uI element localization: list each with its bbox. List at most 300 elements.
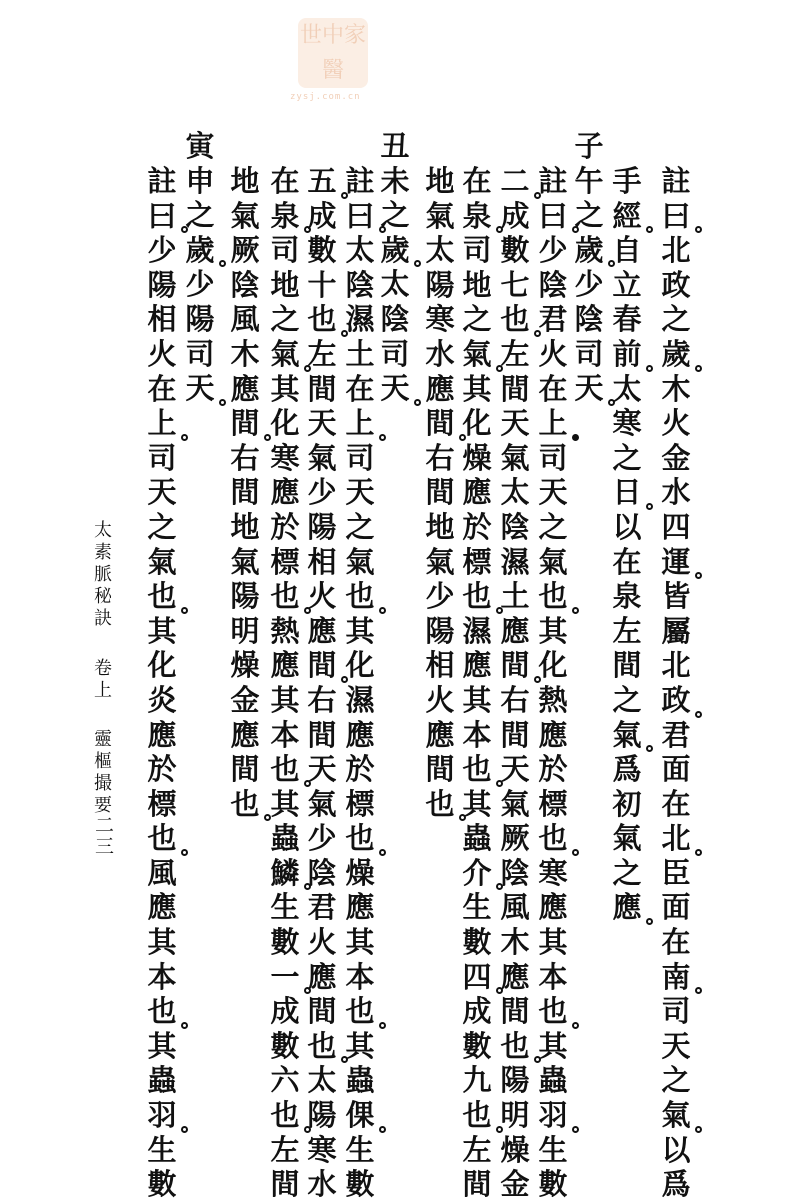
character: 少: [185, 267, 215, 302]
character: 少: [425, 579, 455, 614]
text-column-7: [423, 164, 457, 821]
character: 天: [500, 752, 530, 787]
character: 曰: [659, 199, 693, 234]
character: 也: [305, 302, 339, 337]
character: 氣: [460, 337, 494, 372]
character: 其: [462, 371, 492, 406]
punctuation-mark: [646, 365, 653, 372]
character: 蟲: [147, 1063, 177, 1098]
character: 北: [661, 648, 691, 683]
text-column-14: [145, 164, 179, 1202]
character: 在: [270, 164, 300, 198]
punctuation-mark: [534, 330, 541, 337]
character: 生: [462, 890, 492, 925]
section-heading-yin-shen: [183, 129, 217, 406]
character: 其: [270, 682, 300, 717]
character: 濕: [345, 682, 375, 717]
character: 右: [307, 682, 337, 717]
character: 本: [270, 717, 300, 752]
character: 五: [305, 164, 339, 199]
character: 成: [270, 994, 300, 1029]
character: 水: [425, 336, 455, 371]
character: 濕: [500, 544, 530, 579]
punctuation-mark: [646, 745, 653, 752]
character: 少: [307, 821, 337, 856]
character: 氣: [345, 544, 375, 579]
punctuation-mark: [379, 1126, 386, 1133]
character: 應: [538, 890, 568, 925]
character: 少: [538, 233, 568, 268]
punctuation-mark: [534, 676, 541, 683]
character: 間: [500, 994, 530, 1029]
punctuation-mark: [496, 607, 503, 614]
punctuation-mark: [572, 849, 579, 856]
character: 間: [500, 371, 530, 406]
punctuation-mark: [341, 330, 348, 337]
character: 註: [661, 164, 691, 198]
character: 司: [661, 994, 691, 1029]
character: 成: [307, 198, 337, 233]
character: 南: [659, 960, 693, 995]
punctuation-mark: [534, 192, 541, 199]
character: 君: [538, 302, 568, 337]
character: 於: [270, 509, 300, 544]
character: 寒: [270, 440, 300, 475]
character: 右: [425, 440, 455, 475]
page-number: 二三: [92, 815, 114, 857]
character: 數: [270, 1028, 300, 1063]
punctuation-mark: [181, 1126, 188, 1133]
character: 氣: [425, 198, 455, 233]
character: 應: [230, 371, 260, 406]
character: 屬: [661, 613, 691, 648]
text-column-2: [610, 164, 644, 925]
character: 化: [345, 648, 375, 683]
punctuation-mark: [572, 434, 579, 441]
character: 土: [500, 579, 530, 614]
character: 氣: [500, 440, 530, 475]
character: 少: [574, 267, 604, 302]
character: 間: [307, 717, 337, 752]
character: 寒: [538, 855, 568, 890]
character: 臣: [661, 855, 691, 890]
punctuation-mark: [608, 399, 615, 406]
character: 化: [147, 648, 177, 683]
punctuation-mark: [572, 1126, 579, 1133]
punctuation-mark: [414, 399, 421, 406]
character: 前: [610, 337, 644, 372]
character: 地: [230, 509, 260, 544]
punctuation-mark: [496, 780, 503, 787]
text-column-10: [305, 164, 339, 1202]
character: 歲: [572, 233, 606, 268]
character: 太: [307, 1063, 337, 1098]
character: 之: [270, 302, 300, 337]
character: 之: [661, 302, 691, 337]
character: 地: [462, 267, 492, 302]
character: 本: [538, 959, 568, 994]
character: 午: [574, 163, 604, 198]
punctuation-mark: [264, 434, 271, 441]
character: 丑: [380, 129, 410, 163]
character: 數: [307, 233, 337, 268]
character: 右: [230, 440, 260, 475]
character: 其: [147, 925, 177, 960]
character: 太: [345, 233, 375, 268]
character: 也: [460, 752, 494, 787]
character: 左: [270, 1132, 300, 1167]
character: 四: [661, 509, 691, 544]
character: 氣: [268, 337, 302, 372]
punctuation-mark: [181, 849, 188, 856]
character: 政: [661, 267, 691, 302]
character: 君: [661, 717, 691, 752]
character: 其: [538, 613, 568, 648]
character: 之: [462, 302, 492, 337]
character: 蟲: [345, 1063, 375, 1098]
character: 之: [612, 682, 642, 717]
character: 熱: [270, 613, 300, 648]
character: 上: [536, 406, 570, 441]
character: 風: [147, 855, 177, 890]
character: 應: [270, 475, 300, 510]
character: 在: [147, 371, 177, 406]
punctuation-mark: [341, 676, 348, 683]
character: 鱗: [268, 856, 302, 891]
character: 木: [661, 371, 691, 406]
character: 天: [378, 371, 412, 406]
character: 數: [462, 1028, 492, 1063]
character: 數: [500, 233, 530, 268]
punctuation-mark: [695, 849, 702, 856]
text-column-5: [498, 164, 532, 1202]
character: 地: [425, 509, 455, 544]
character: 也: [460, 1098, 494, 1133]
character: 註: [345, 164, 375, 198]
character: 地: [425, 164, 455, 198]
character: 初: [612, 786, 642, 821]
punctuation-mark: [695, 987, 702, 994]
character: 木: [500, 925, 530, 960]
character: 曰: [343, 199, 377, 234]
character: 歲: [378, 233, 412, 268]
character: 火: [661, 406, 691, 441]
character: 標: [462, 544, 492, 579]
character: 申: [185, 163, 215, 198]
character: 應: [610, 890, 644, 925]
section-heading-zi-wu: [572, 129, 606, 406]
punctuation-mark: [695, 1126, 702, 1133]
character: 數: [538, 1167, 568, 1202]
character: 於: [147, 752, 177, 787]
character: 間: [230, 752, 260, 787]
character: 也: [536, 994, 570, 1029]
character: 水: [307, 1167, 337, 1202]
character: 氣: [307, 786, 337, 821]
character: 地: [270, 267, 300, 302]
punctuation-mark: [379, 849, 386, 856]
section-title: 靈樞撮要: [91, 729, 112, 818]
character: 陰: [230, 267, 260, 302]
character: 濕: [345, 302, 375, 337]
character: 陰: [538, 267, 568, 302]
character: 在: [538, 371, 568, 406]
watermark-url: zysj.com.cn: [290, 92, 361, 102]
character: 成: [500, 198, 530, 233]
character: 也: [460, 579, 494, 614]
character: 於: [462, 509, 492, 544]
character: 泉: [268, 199, 302, 234]
character: 應: [345, 890, 375, 925]
character: 生: [538, 1132, 568, 1167]
character: 應: [462, 475, 492, 510]
character: 運: [659, 545, 693, 580]
character: 之: [612, 855, 642, 890]
character: 也: [498, 1029, 532, 1064]
character: 化: [270, 406, 300, 441]
character: 蟲: [462, 821, 492, 856]
character: 其: [270, 371, 300, 406]
punctuation-mark: [181, 607, 188, 614]
character: 上: [145, 406, 179, 441]
character: 也: [268, 1098, 302, 1133]
character: 標: [147, 786, 177, 821]
character: 天: [147, 475, 177, 510]
character: 化: [462, 406, 492, 441]
book-title: 太素脈秘訣: [91, 520, 112, 630]
character: 天: [307, 406, 337, 441]
character: 陽: [185, 301, 215, 336]
punctuation-mark: [379, 434, 386, 441]
character: 之: [185, 198, 215, 233]
character: 其: [538, 925, 568, 960]
character: 北: [659, 821, 693, 856]
character: 應: [270, 648, 300, 683]
character: 數: [462, 925, 492, 960]
character: 之: [574, 198, 604, 233]
text-column-11: [268, 164, 302, 1202]
character: 之: [345, 509, 375, 544]
character: 本: [462, 717, 492, 752]
character: 註: [538, 164, 568, 198]
character: 其: [147, 613, 177, 648]
character: 火: [307, 925, 337, 960]
character: 之: [612, 440, 642, 475]
character: 氣: [230, 198, 260, 233]
character: 氣: [425, 544, 455, 579]
character: 其: [270, 786, 300, 821]
punctuation-mark: [496, 1126, 503, 1133]
running-footer: [88, 520, 114, 835]
character: 應: [462, 648, 492, 683]
character: 曰: [536, 199, 570, 234]
character: 寒: [612, 406, 642, 441]
character: 歲: [183, 233, 217, 268]
character: 也: [423, 787, 457, 822]
punctuation-mark: [695, 226, 702, 233]
character: 應: [500, 613, 530, 648]
character: 在: [612, 544, 642, 579]
character: 其: [462, 682, 492, 717]
punctuation-mark: [695, 365, 702, 372]
character: 子: [574, 129, 604, 163]
punctuation-mark: [572, 1022, 579, 1029]
character: 成: [462, 994, 492, 1029]
text-column-6: [460, 164, 494, 1202]
character: 木: [230, 336, 260, 371]
character: 陽: [230, 579, 260, 614]
character: 生: [147, 1132, 177, 1167]
character: 爲: [661, 1167, 691, 1202]
character: 蟲: [538, 1063, 568, 1098]
character: 也: [305, 1029, 339, 1064]
character: 陰: [307, 855, 337, 890]
character: 羽: [536, 1098, 570, 1133]
character: 九: [462, 1063, 492, 1098]
character: 天: [183, 371, 217, 406]
character: 司: [270, 233, 300, 268]
character: 間: [305, 648, 339, 683]
character: 面: [661, 890, 691, 925]
character: 明: [500, 1098, 530, 1133]
punctuation-mark: [304, 365, 311, 372]
character: 司: [185, 336, 215, 371]
character: 倮: [343, 1098, 377, 1133]
character: 陽: [425, 267, 455, 302]
character: 註: [147, 164, 177, 198]
character: 在: [462, 164, 492, 198]
character: 應: [425, 371, 455, 406]
character: 介: [460, 856, 494, 891]
punctuation-mark: [414, 260, 421, 267]
character: 其: [345, 1028, 375, 1063]
character: 寒: [425, 302, 455, 337]
character: 也: [145, 579, 179, 614]
punctuation-mark: [459, 434, 466, 441]
character: 在: [661, 925, 691, 960]
character: 司: [538, 440, 568, 475]
character: 氣: [230, 544, 260, 579]
character: 風: [230, 302, 260, 337]
character: 也: [145, 821, 179, 856]
character: 一: [268, 960, 302, 995]
character: 燥: [345, 855, 375, 890]
character: 少: [147, 233, 177, 268]
character: 春: [612, 302, 642, 337]
character: 氣: [538, 544, 568, 579]
character: 火: [147, 336, 177, 371]
character: 陰: [500, 855, 530, 890]
character: 數: [270, 925, 300, 960]
character: 火: [538, 336, 568, 371]
character: 也: [145, 994, 179, 1029]
character: 明: [230, 613, 260, 648]
punctuation-mark: [379, 1022, 386, 1029]
character: 間: [612, 648, 642, 683]
punctuation-mark: [304, 607, 311, 614]
character: 也: [498, 302, 532, 337]
character: 陽: [307, 1098, 337, 1133]
character: 十: [307, 267, 337, 302]
punctuation-mark: [695, 572, 702, 579]
character: 陰: [345, 267, 375, 302]
character: 之: [380, 198, 410, 233]
character: 曰: [145, 199, 179, 234]
character: 間: [425, 752, 455, 787]
character: 皆: [661, 579, 691, 614]
character: 間: [500, 717, 530, 752]
character: 應: [538, 717, 568, 752]
character: 司: [462, 233, 492, 268]
character: 天: [345, 475, 375, 510]
character: 火: [425, 682, 455, 717]
character: 應: [230, 717, 260, 752]
character: 燥: [230, 648, 260, 683]
character: 自: [612, 233, 642, 268]
character: 火: [307, 579, 337, 614]
character: 相: [307, 544, 337, 579]
character: 泉: [460, 199, 494, 234]
character: 土: [345, 336, 375, 371]
punctuation-mark: [181, 1022, 188, 1029]
character: 二: [498, 164, 532, 199]
character: 氣: [610, 718, 644, 753]
character: 標: [270, 544, 300, 579]
character: 以: [612, 509, 642, 544]
character: 燥: [500, 1132, 530, 1167]
character: 寒: [307, 1132, 337, 1167]
character: 應: [345, 717, 375, 752]
punctuation-mark: [219, 399, 226, 406]
character: 間: [462, 1167, 492, 1202]
volume-label: 卷上: [91, 657, 112, 702]
character: 其: [345, 925, 375, 960]
character: 應: [307, 959, 337, 994]
character: 寅: [185, 129, 215, 163]
character: 本: [345, 959, 375, 994]
character: 太: [425, 233, 455, 268]
character: 爲: [612, 752, 642, 787]
character: 生: [270, 890, 300, 925]
character: 燥: [462, 440, 492, 475]
character: 氣: [659, 1098, 693, 1133]
character: 太: [380, 267, 410, 302]
character: 天: [538, 475, 568, 510]
character: 面: [661, 752, 691, 787]
character: 陽: [147, 267, 177, 302]
character: 應: [147, 717, 177, 752]
character: 泉: [612, 579, 642, 614]
character: 金: [500, 1167, 530, 1202]
character: 間: [307, 371, 337, 406]
punctuation-mark: [695, 711, 702, 718]
punctuation-mark: [304, 1126, 311, 1133]
character: 間: [423, 406, 457, 441]
character: 陰: [500, 509, 530, 544]
character: 也: [228, 787, 262, 822]
character: 金: [661, 440, 691, 475]
character: 應: [500, 959, 530, 994]
character: 數: [345, 1167, 375, 1202]
character: 也: [343, 579, 377, 614]
character: 立: [612, 267, 642, 302]
character: 陰: [380, 301, 410, 336]
character: 未: [380, 163, 410, 198]
character: 之: [661, 1063, 691, 1098]
character: 左: [500, 336, 530, 371]
character: 之: [147, 509, 177, 544]
character: 氣: [612, 821, 642, 856]
